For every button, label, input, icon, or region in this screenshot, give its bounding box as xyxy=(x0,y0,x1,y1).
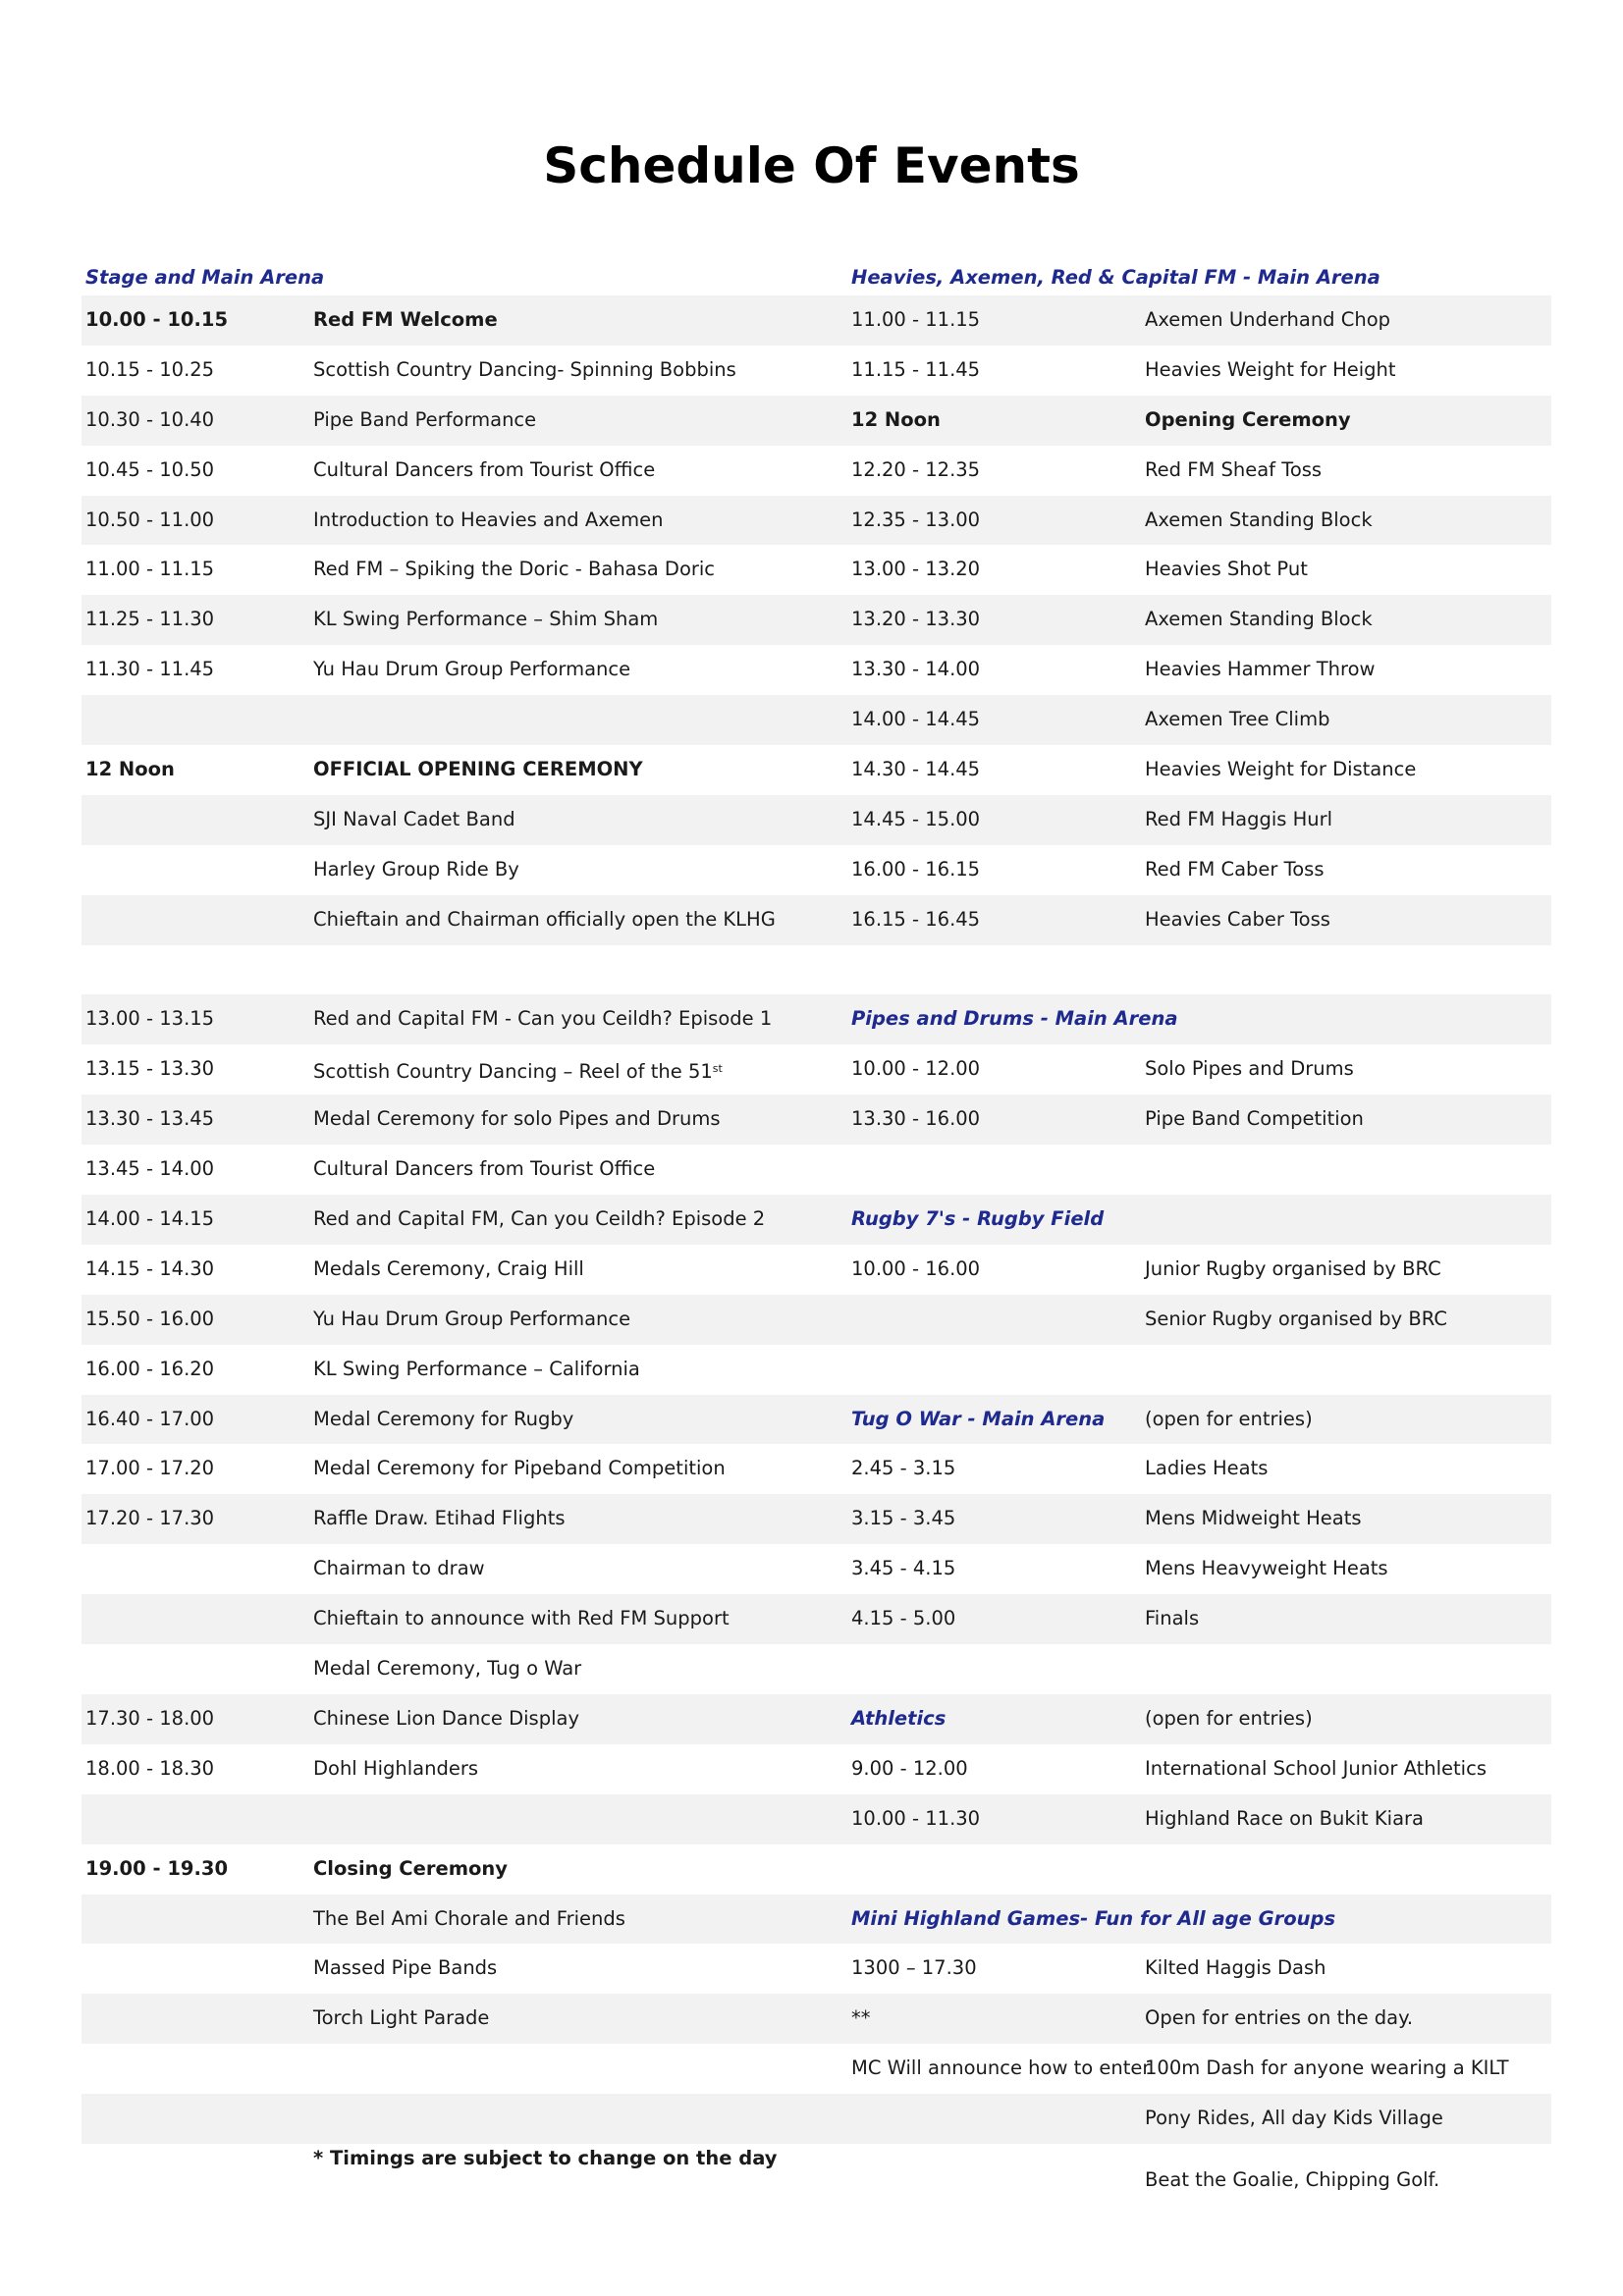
stage-time-cell: 14.00 - 14.15 xyxy=(85,1207,215,1231)
arena-event-cell: Highland Race on Bukit Kiara xyxy=(1145,1806,1425,1830)
arena-time-cell: 10.00 - 12.00 xyxy=(851,1057,981,1081)
stage-time-cell: 10.45 - 10.50 xyxy=(85,457,215,481)
schedule-row xyxy=(81,1944,1551,1994)
arena-time-cell: 9.00 - 12.00 xyxy=(851,1756,968,1780)
stage-time-cell: 10.15 - 10.25 xyxy=(85,357,215,381)
schedule-row xyxy=(81,446,1551,496)
stage-event-cell: Pipe Band Performance xyxy=(313,407,537,431)
arena-event-cell: Axemen Underhand Chop xyxy=(1145,308,1391,331)
schedule-row xyxy=(81,1044,1551,1095)
arena-time-cell: 12.20 - 12.35 xyxy=(851,457,981,481)
arena-time-cell: 14.00 - 14.45 xyxy=(851,708,981,731)
arena-event-cell: Beat the Goalie, Chipping Golf. xyxy=(1145,2167,1440,2191)
arena-event-cell: Solo Pipes and Drums xyxy=(1145,1057,1354,1081)
schedule-row xyxy=(81,1895,1551,1945)
schedule-row xyxy=(81,545,1551,595)
arena-time-cell: 3.15 - 3.45 xyxy=(851,1507,956,1530)
schedule-row xyxy=(81,1644,1551,1694)
schedule-row xyxy=(81,1195,1551,1245)
arena-time-cell: Pipes and Drums - Main Arena xyxy=(851,1007,1178,1031)
stage-time-cell: 10.50 - 11.00 xyxy=(85,507,215,531)
arena-time-cell: Rugby 7's - Rugby Field xyxy=(851,1207,1105,1231)
stage-time-cell: 17.30 - 18.00 xyxy=(85,1706,215,1730)
stage-time-cell: 16.40 - 17.00 xyxy=(85,1407,215,1430)
stage-time-cell: 19.00 - 19.30 xyxy=(85,1856,229,1880)
stage-event-cell: Chieftain to announce with Red FM Support xyxy=(313,1607,730,1630)
arena-time-cell: 10.00 - 16.00 xyxy=(851,1256,981,1280)
schedule-rows xyxy=(81,295,1551,2194)
stage-event-cell: Yu Hau Drum Group Performance xyxy=(313,1307,631,1330)
arena-event-cell: 100m Dash for anyone wearing a KILT xyxy=(1145,2056,1509,2080)
stage-time-cell: 18.00 - 18.30 xyxy=(85,1756,215,1780)
arena-time-cell: 10.00 - 11.30 xyxy=(851,1806,981,1830)
arena-event-cell: Red FM Caber Toss xyxy=(1145,857,1325,881)
stage-event-cell: Harley Group Ride By xyxy=(313,857,519,881)
stage-event-cell: Torch Light Parade xyxy=(313,2006,490,2030)
schedule-row xyxy=(81,945,1551,995)
stage-time-cell: 10.30 - 10.40 xyxy=(85,407,215,431)
stage-event-cell: OFFICIAL OPENING CEREMONY xyxy=(313,758,643,781)
arena-time-cell: Tug O War - Main Arena xyxy=(851,1407,1106,1430)
stage-time-cell: 11.00 - 11.15 xyxy=(85,558,215,581)
arena-time-cell: 12.35 - 13.00 xyxy=(851,507,981,531)
arena-time-cell: Athletics xyxy=(851,1706,947,1730)
stage-event-cell: Red FM Welcome xyxy=(313,308,498,331)
arena-time-cell: 1300 – 17.30 xyxy=(851,1956,977,1980)
arena-event-cell: Heavies Shot Put xyxy=(1145,558,1308,581)
arena-time-cell: MC Will announce how to enter xyxy=(851,2056,1151,2080)
schedule-row xyxy=(81,1744,1551,1794)
stage-event-cell: Chieftain and Chairman officially open the KLHG xyxy=(313,907,776,931)
arena-time-cell: 14.45 - 15.00 xyxy=(851,807,981,830)
arena-time-cell: 13.20 - 13.30 xyxy=(851,608,981,631)
schedule-row xyxy=(81,2144,1551,2194)
schedule-row xyxy=(81,1145,1551,1195)
schedule-row xyxy=(81,496,1551,546)
arena-event-cell: Junior Rugby organised by BRC xyxy=(1145,1256,1441,1280)
stage-time-cell: 13.15 - 13.30 xyxy=(85,1057,215,1081)
stage-time-cell: 10.00 - 10.15 xyxy=(85,308,229,331)
page-title: Schedule Of Events xyxy=(543,137,1080,194)
ordinal-suffix: st xyxy=(712,1062,723,1076)
arena-event-cell: Heavies Caber Toss xyxy=(1145,907,1330,931)
schedule-row xyxy=(81,2094,1551,2144)
arena-event-cell: (open for entries) xyxy=(1145,1407,1313,1430)
schedule-row xyxy=(81,994,1551,1044)
stage-time-cell: 11.30 - 11.45 xyxy=(85,658,215,681)
arena-time-cell: 13.00 - 13.20 xyxy=(851,558,981,581)
stage-event-cell: SJI Naval Cadet Band xyxy=(313,807,515,830)
schedule-row xyxy=(81,1245,1551,1295)
stage-event-cell: The Bel Ami Chorale and Friends xyxy=(313,1906,625,1930)
arena-event-cell: Red FM Haggis Hurl xyxy=(1145,807,1333,830)
arena-time-cell: 2.45 - 3.15 xyxy=(851,1457,956,1480)
arena-event-cell: Heavies Weight for Distance xyxy=(1145,758,1417,781)
schedule-row xyxy=(81,1594,1551,1644)
arena-event-cell: Heavies Hammer Throw xyxy=(1145,658,1376,681)
schedule-row xyxy=(81,295,1551,346)
stage-time-cell: 14.15 - 14.30 xyxy=(85,1256,215,1280)
arena-event-cell: Opening Ceremony xyxy=(1145,407,1351,431)
stage-event-cell: Scottish Country Dancing- Spinning Bobbins xyxy=(313,357,736,381)
schedule-row xyxy=(81,1095,1551,1145)
arena-time-cell: Mini Highland Games- Fun for All age Groups xyxy=(851,1906,1336,1930)
stage-time-cell: 17.20 - 17.30 xyxy=(85,1507,215,1530)
arena-event-cell: Pony Rides, All day Kids Village xyxy=(1145,2107,1443,2130)
arena-time-cell: 16.15 - 16.45 xyxy=(851,907,981,931)
arena-time-cell: ** xyxy=(851,2006,871,2030)
schedule-row xyxy=(81,795,1551,845)
arena-time-cell: 13.30 - 16.00 xyxy=(851,1107,981,1131)
stage-time-cell: 11.25 - 11.30 xyxy=(85,608,215,631)
schedule-row xyxy=(81,1544,1551,1594)
arena-event-cell: (open for entries) xyxy=(1145,1706,1313,1730)
schedule-table xyxy=(81,260,1551,2194)
stage-event-cell: Red and Capital FM - Can you Ceildh? Episode 1 xyxy=(313,1007,773,1031)
arena-event-cell: Axemen Tree Climb xyxy=(1145,708,1330,731)
stage-event-cell: Cultural Dancers from Tourist Office xyxy=(313,1157,656,1181)
stage-event-cell: Medal Ceremony for solo Pipes and Drums xyxy=(313,1107,721,1131)
arena-event-cell: Open for entries on the day. xyxy=(1145,2006,1414,2030)
stage-time-cell: 16.00 - 16.20 xyxy=(85,1357,215,1380)
schedule-row xyxy=(81,595,1551,645)
stage-event-cell: Red and Capital FM, Can you Ceildh? Episode 2 xyxy=(313,1207,766,1231)
stage-time-cell: 13.00 - 13.15 xyxy=(85,1007,215,1031)
stage-event-cell: Medals Ceremony, Craig Hill xyxy=(313,1256,584,1280)
arena-time-cell: 11.00 - 11.15 xyxy=(851,308,981,331)
stage-event-cell: Raffle Draw. Etihad Flights xyxy=(313,1507,566,1530)
stage-time-cell: 15.50 - 16.00 xyxy=(85,1307,215,1330)
schedule-row xyxy=(81,1844,1551,1895)
stage-event-cell xyxy=(313,1044,723,1095)
schedule-row xyxy=(81,1444,1551,1494)
stage-time-cell: 12 Noon xyxy=(85,758,175,781)
schedule-row xyxy=(81,1694,1551,1744)
schedule-row xyxy=(81,2044,1551,2094)
arena-time-cell: 12 Noon xyxy=(851,407,941,431)
arena-event-cell: Mens Midweight Heats xyxy=(1145,1507,1362,1530)
stage-event-cell: Closing Ceremony xyxy=(313,1856,508,1880)
arena-time-cell: 4.15 - 5.00 xyxy=(851,1607,956,1630)
heavies-main-arena-heading: Heavies, Axemen, Red & Capital FM - Main Arena xyxy=(851,266,1380,289)
stage-event-cell: Red FM – Spiking the Doric - Bahasa Doric xyxy=(313,558,716,581)
schedule-row xyxy=(81,346,1551,396)
schedule-row xyxy=(81,1345,1551,1395)
stage-event-cell: Medal Ceremony for Pipeband Competition xyxy=(313,1457,726,1480)
arena-event-cell: Axemen Standing Block xyxy=(1145,507,1373,531)
schedule-row xyxy=(81,1395,1551,1445)
arena-event-cell: Axemen Standing Block xyxy=(1145,608,1373,631)
schedule-row xyxy=(81,1994,1551,2044)
stage-time-cell: 17.00 - 17.20 xyxy=(85,1457,215,1480)
stage-event-cell: Medal Ceremony for Rugby xyxy=(313,1407,574,1430)
schedule-row xyxy=(81,895,1551,945)
schedule-row xyxy=(81,1794,1551,1844)
arena-event-cell: Ladies Heats xyxy=(1145,1457,1269,1480)
arena-event-cell: Finals xyxy=(1145,1607,1200,1630)
stage-event-cell: Yu Hau Drum Group Performance xyxy=(313,658,631,681)
stage-time-cell: 13.30 - 13.45 xyxy=(85,1107,215,1131)
stage-event-cell: KL Swing Performance – Shim Sham xyxy=(313,608,659,631)
arena-time-cell: 3.45 - 4.15 xyxy=(851,1557,956,1580)
stage-event-cell: Cultural Dancers from Tourist Office xyxy=(313,457,656,481)
arena-time-cell: 11.15 - 11.45 xyxy=(851,357,981,381)
arena-time-cell: 13.30 - 14.00 xyxy=(851,658,981,681)
arena-event-cell: Pipe Band Competition xyxy=(1145,1107,1364,1131)
stage-event-cell: Massed Pipe Bands xyxy=(313,1956,498,1980)
stage-event-text: Scottish Country Dancing – Reel of the 51 xyxy=(313,1060,713,1084)
schedule-row xyxy=(81,845,1551,895)
section-header-row xyxy=(81,260,1551,295)
arena-event-cell: Kilted Haggis Dash xyxy=(1145,1956,1326,1980)
stage-event-cell: Dohl Highlanders xyxy=(313,1756,479,1780)
stage-event-cell: Medal Ceremony, Tug o War xyxy=(313,1657,582,1681)
arena-time-cell: 16.00 - 16.15 xyxy=(851,857,981,881)
schedule-row xyxy=(81,645,1551,695)
arena-event-cell: International School Junior Athletics xyxy=(1145,1756,1487,1780)
schedule-row xyxy=(81,1295,1551,1345)
schedule-row xyxy=(81,745,1551,795)
stage-main-arena-heading: Stage and Main Arena xyxy=(85,266,325,289)
stage-event-cell: Chinese Lion Dance Display xyxy=(313,1706,579,1730)
arena-event-cell: Senior Rugby organised by BRC xyxy=(1145,1307,1447,1330)
stage-event-cell: Introduction to Heavies and Axemen xyxy=(313,507,664,531)
stage-event-cell: Chairman to draw xyxy=(313,1557,485,1580)
stage-event-cell: KL Swing Performance – California xyxy=(313,1357,640,1380)
arena-time-cell: 14.30 - 14.45 xyxy=(851,758,981,781)
stage-time-cell: 13.45 - 14.00 xyxy=(85,1157,215,1181)
schedule-row xyxy=(81,695,1551,745)
stage-event-cell: * Timings are subject to change on the day xyxy=(313,2146,778,2169)
arena-event-cell: Red FM Sheaf Toss xyxy=(1145,457,1323,481)
schedule-row xyxy=(81,1494,1551,1544)
arena-event-cell: Heavies Weight for Height xyxy=(1145,357,1396,381)
schedule-row xyxy=(81,396,1551,446)
arena-event-cell: Mens Heavyweight Heats xyxy=(1145,1557,1388,1580)
